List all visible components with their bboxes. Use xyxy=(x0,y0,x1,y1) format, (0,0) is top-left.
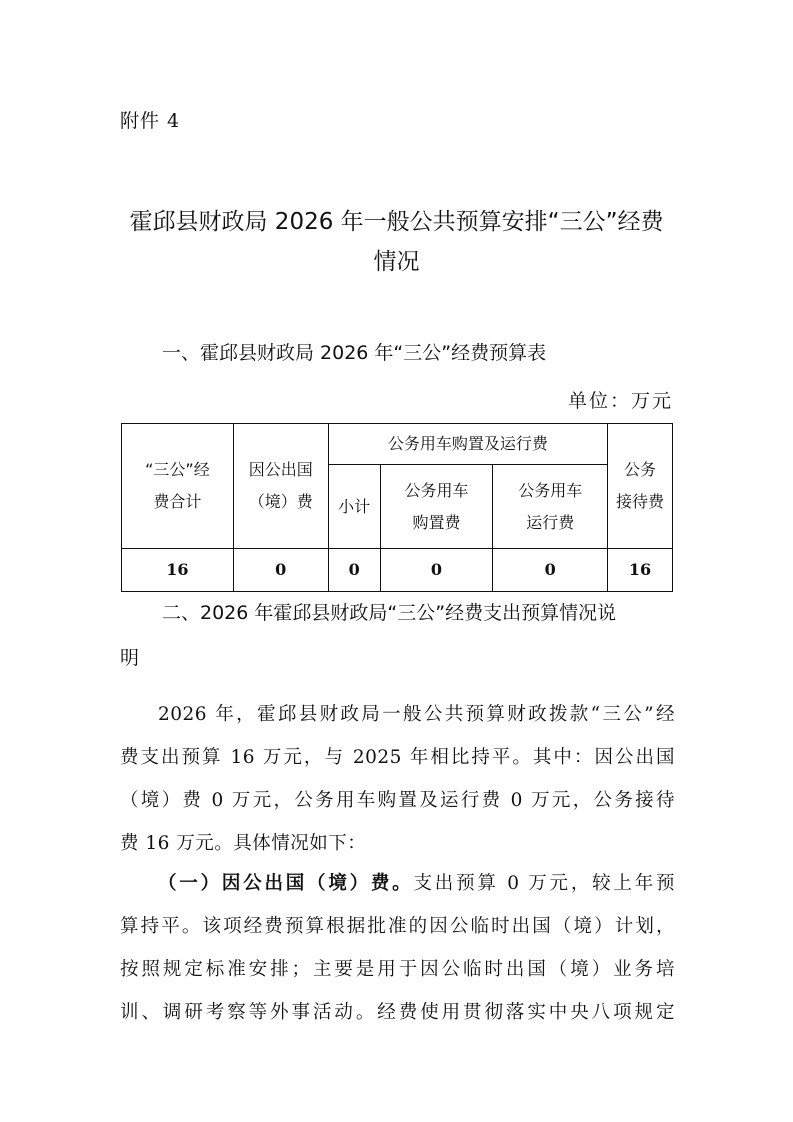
header-total xyxy=(122,424,234,549)
cell-operation: 0 xyxy=(493,549,608,592)
attachment-label: 附件 4 xyxy=(120,110,181,132)
header-purchase-line2: 购置费 xyxy=(412,512,461,532)
header-abroad-line1: 因公出国 xyxy=(248,460,313,479)
table-row xyxy=(122,549,673,592)
header-purchase xyxy=(380,465,493,549)
budget-table xyxy=(121,423,673,592)
cell-purchase: 0 xyxy=(380,549,493,592)
paragraph-line: 2026 年，霍邱县财政局一般公共预算财政拨款“三公”经 xyxy=(158,704,675,725)
paragraph-line: 训、调研考察等外事活动。经费使用贯彻落实中央八项规定 xyxy=(120,1002,675,1023)
paragraph-abroad xyxy=(120,862,675,1034)
header-total-line1: “三公”经 xyxy=(145,460,210,479)
header-purchase-line1: 公务用车 xyxy=(404,480,469,500)
header-abroad xyxy=(233,424,328,549)
header-vehicle-group: 公务用车购置及运行费 xyxy=(328,424,607,465)
header-reception-line2: 接待费 xyxy=(616,492,665,511)
page-title-continued: 情况 xyxy=(373,249,420,275)
paragraph-line: 费支出预算 16 万元，与 2025 年相比持平。其中：因公出国 xyxy=(120,747,675,768)
section1-heading: 一、霍邱县财政局 2026 年“三公”经费预算表 xyxy=(162,342,547,364)
cell-reception: 16 xyxy=(608,549,673,592)
unit-label: 单位：万元 xyxy=(567,390,673,412)
header-operation xyxy=(493,465,608,549)
header-reception-line1: 公务 xyxy=(624,460,657,479)
header-abroad-line2: （境）费 xyxy=(248,492,313,511)
section2-heading-continued: 明 xyxy=(120,647,140,669)
paragraph-line: 费 16 万元。具体情况如下： xyxy=(120,833,367,854)
paragraph-text: 支出预算 0 万元，较上年预 xyxy=(413,873,675,894)
header-reception xyxy=(608,424,673,549)
paragraph-overview xyxy=(120,693,675,865)
cell-total: 16 xyxy=(122,549,234,592)
paragraph-line: 按照规定标准安排；主要是用于因公临时出国（境）业务培 xyxy=(120,959,675,980)
cell-abroad: 0 xyxy=(233,549,328,592)
header-subtotal: 小计 xyxy=(328,465,380,549)
header-operation-line2: 运行费 xyxy=(526,512,575,532)
subsection-heading: （一）因公出国（境）费。 xyxy=(158,873,414,894)
section2-heading: 二、2026 年霍邱县财政局“三公”经费支出预算情况说 xyxy=(162,602,617,624)
header-total-line2: 费合计 xyxy=(153,492,202,511)
cell-subtotal: 0 xyxy=(328,549,380,592)
paragraph-line: （境）费 0 万元，公务用车购置及运行费 0 万元，公务接待 xyxy=(120,790,675,811)
page-title: 霍邱县财政局 2026 年一般公共预算安排“三公”经费 xyxy=(129,209,664,235)
paragraph-line: 算持平。该项经费预算根据批准的因公临时出国（境）计划， xyxy=(120,916,675,937)
header-operation-line1: 公务用车 xyxy=(518,480,583,500)
paragraph-line xyxy=(120,862,675,905)
